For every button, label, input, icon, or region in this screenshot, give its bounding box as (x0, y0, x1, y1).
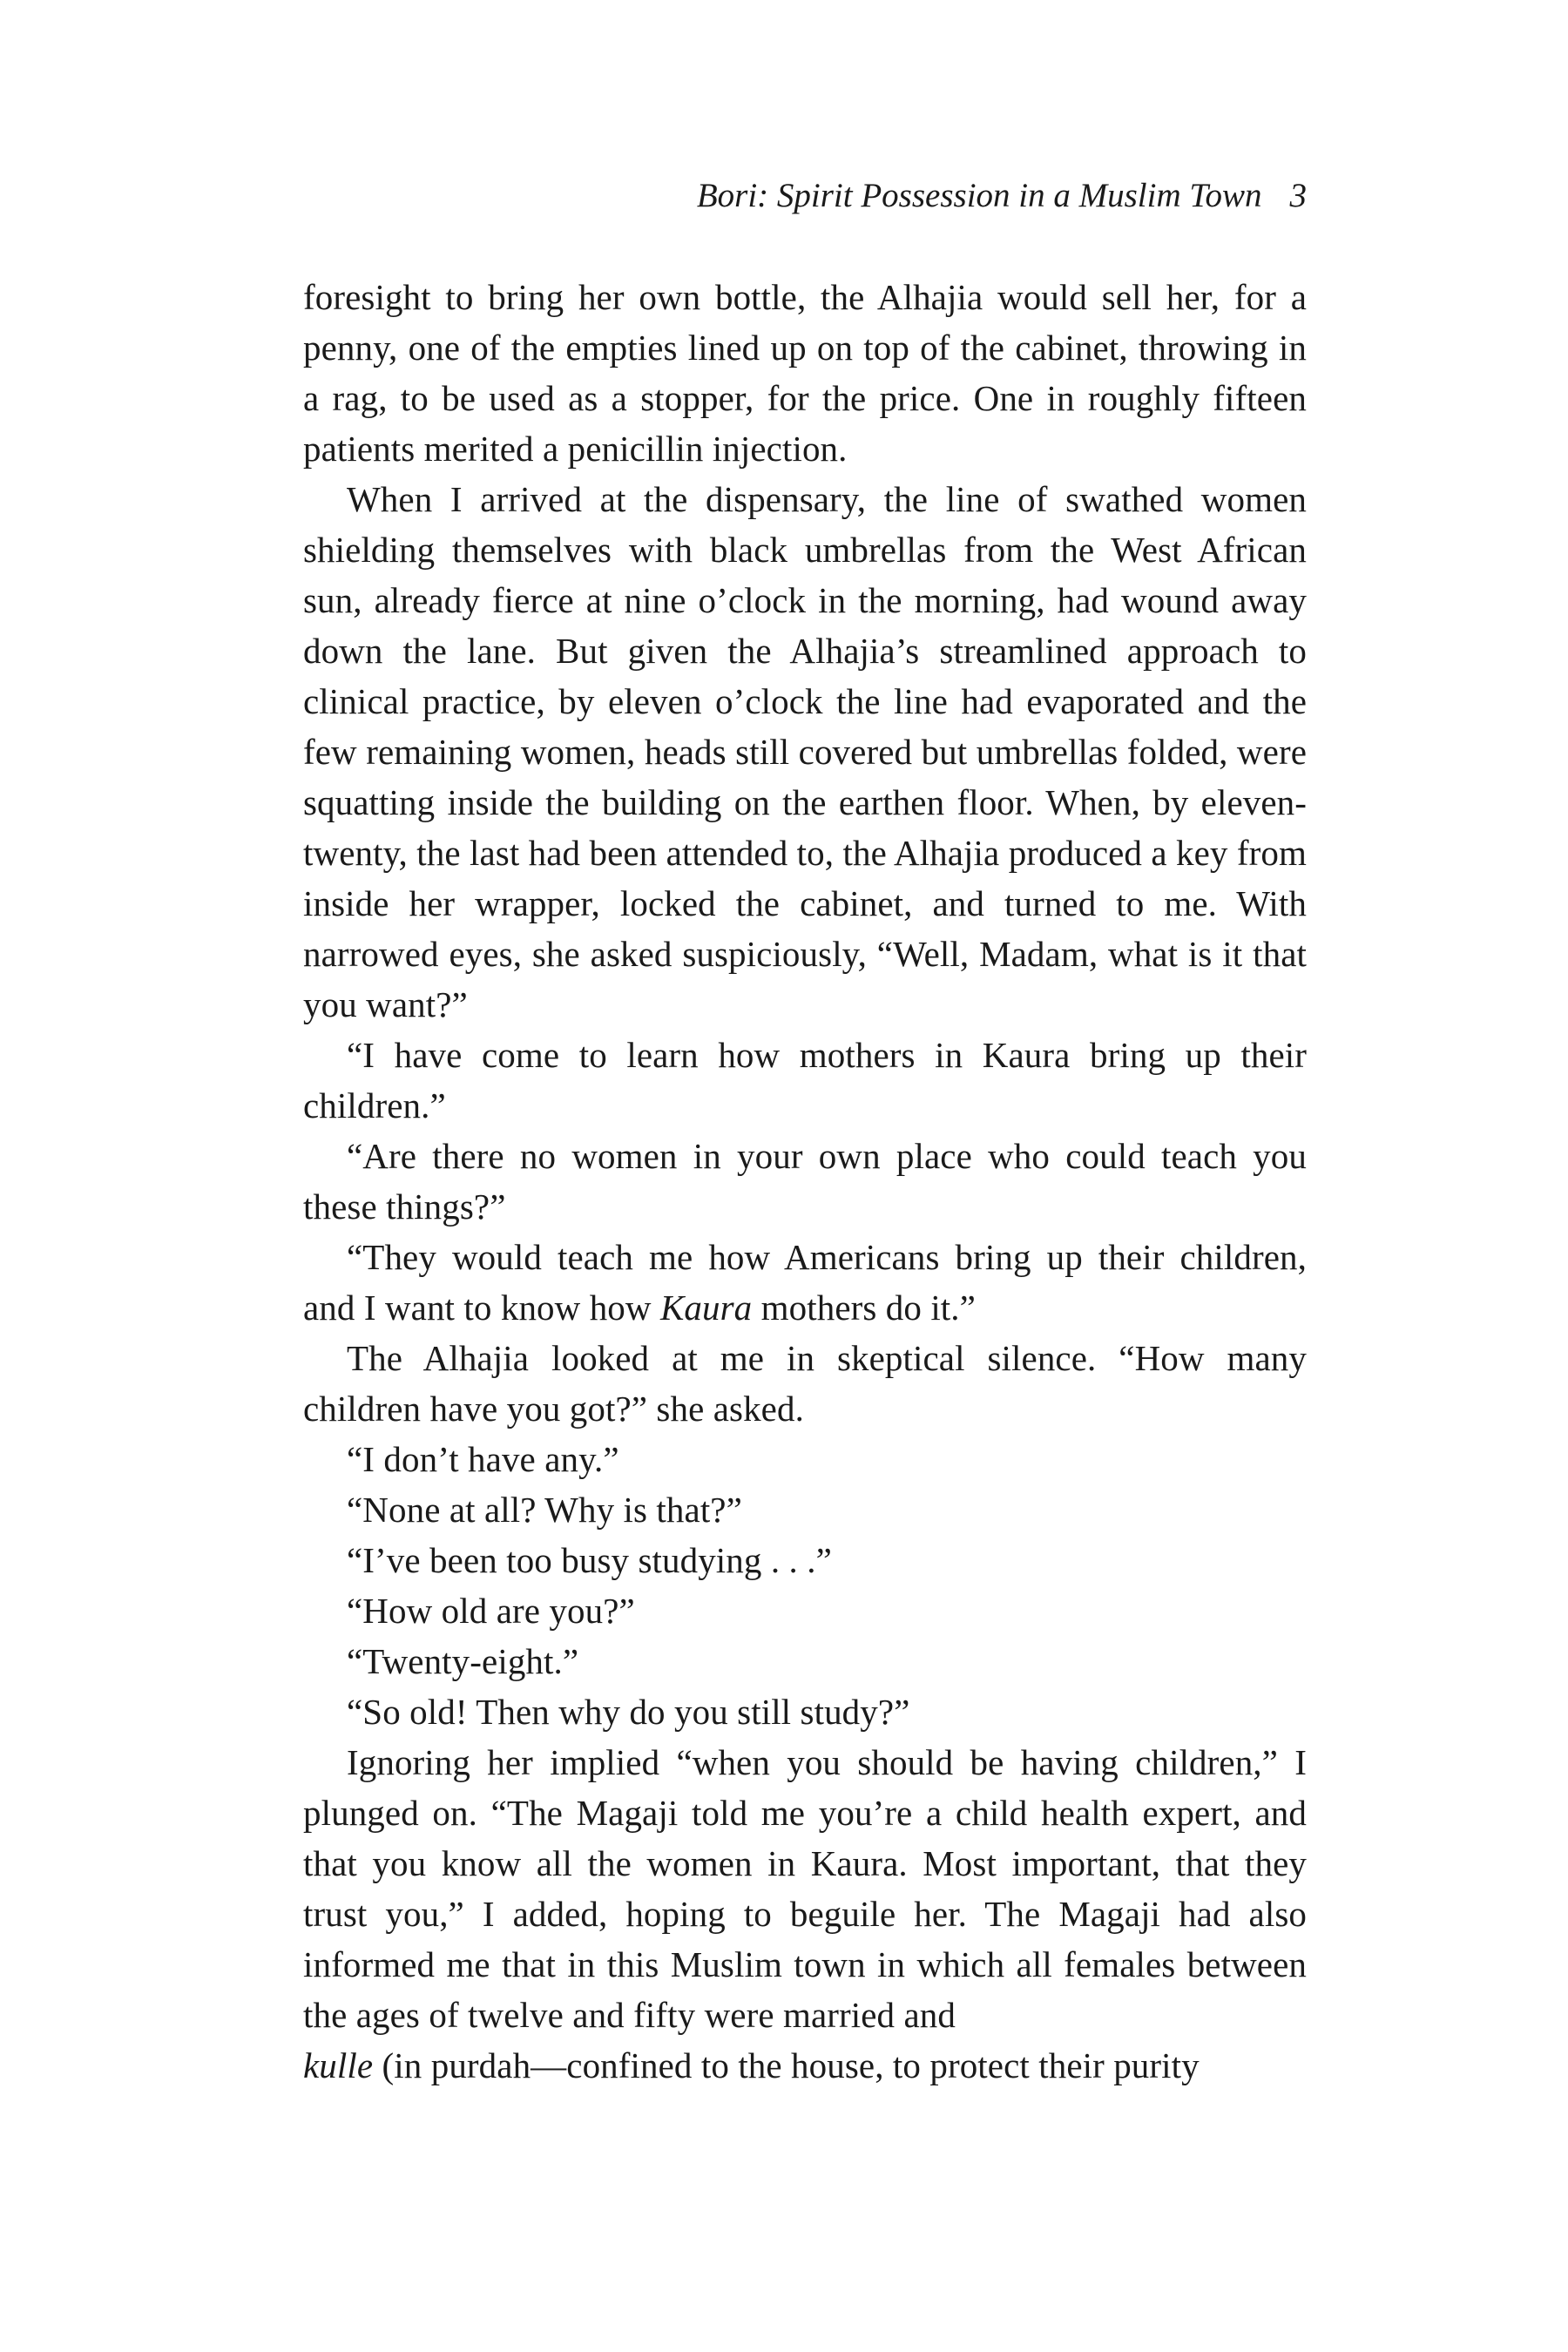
text-span: mothers do it.” (752, 1288, 976, 1328)
paragraph-dialogue-line: “I’ve been too busy studying . . .” (347, 1540, 832, 1580)
paragraph-dialogue-line: “Twenty-eight.” (347, 1641, 579, 1681)
italic-term: Kaura (659, 1288, 753, 1328)
paragraph-continuation: foresight to bring her own bottle, the Alhajia would sell her, for a penny, one of the empties lined up on top of the cabinet, throwing in a rag, to be used as a stopper, for the price. One in roughly fifteen patients merited a penicillin injection. (303, 277, 1307, 469)
paragraph-dialogue-line: “How old are you?” (347, 1591, 635, 1631)
running-head (305, 172, 1307, 220)
paragraph-skeptical: The Alhajia looked at me in skeptical silence. “How many children have you got?” she asked. (303, 1338, 1307, 1429)
paragraph-dispensary: When I arrived at the dispensary, the line of swathed women shielding themselves with black umbrellas from the West African sun, already fierce at nine o’clock in the morning, had wound away down the lane. But given the Alhajia’s streamlined approach to clinical practice, by eleven o’clock the line had evaporated and the few remaining women, heads still covered but umbrellas folded, were squatting inside the building on the earthen floor. When, by eleven-twenty, the last had been attended to, the Alhajia produced a key from inside her wrapper, locked the cabinet, and turned to me. With narrowed eyes, she asked suspiciously, “Well, Madam, what is it that you want?” (303, 479, 1307, 1024)
paragraph-dialogue-no-women: “Are there no women in your own place who could teach you these things?” (303, 1136, 1307, 1227)
paragraph-dialogue-line: “I don’t have any.” (347, 1439, 619, 1479)
paragraph-dialogue-learn: “I have come to learn how mothers in Kaura bring up their children.” (303, 1035, 1307, 1125)
paragraph-dialogue-line: “So old! Then why do you still study?” (347, 1692, 910, 1732)
paragraph-dialogue-americans (303, 1232, 1307, 1333)
paragraph-dialogue-line: “None at all? Why is that?” (347, 1490, 742, 1530)
paragraph-kulle-continuation (303, 2040, 1307, 2091)
body-text (303, 272, 1307, 2091)
text-span: “They would teach me how Americans bring up their children, and I want to know how (303, 1237, 1307, 1328)
text-span: (in purdah—confined to the house, to protect their purity (373, 2045, 1200, 2085)
running-head-title: Bori: Spirit Possession in a Muslim Town (696, 177, 1262, 214)
italic-term: kulle (303, 2045, 374, 2085)
page-number: 3 (1289, 177, 1307, 214)
paragraph-magaji: Ignoring her implied “when you should be having children,” I plunged on. “The Magaji told me you’re a child health expert, and that you know all the women in Kaura. Most important, that they trust you,” I added, hoping to beguile her. The Magaji had also informed me that in this Muslim town in which all females between the ages of twelve and fifty were married and (303, 1742, 1307, 2035)
